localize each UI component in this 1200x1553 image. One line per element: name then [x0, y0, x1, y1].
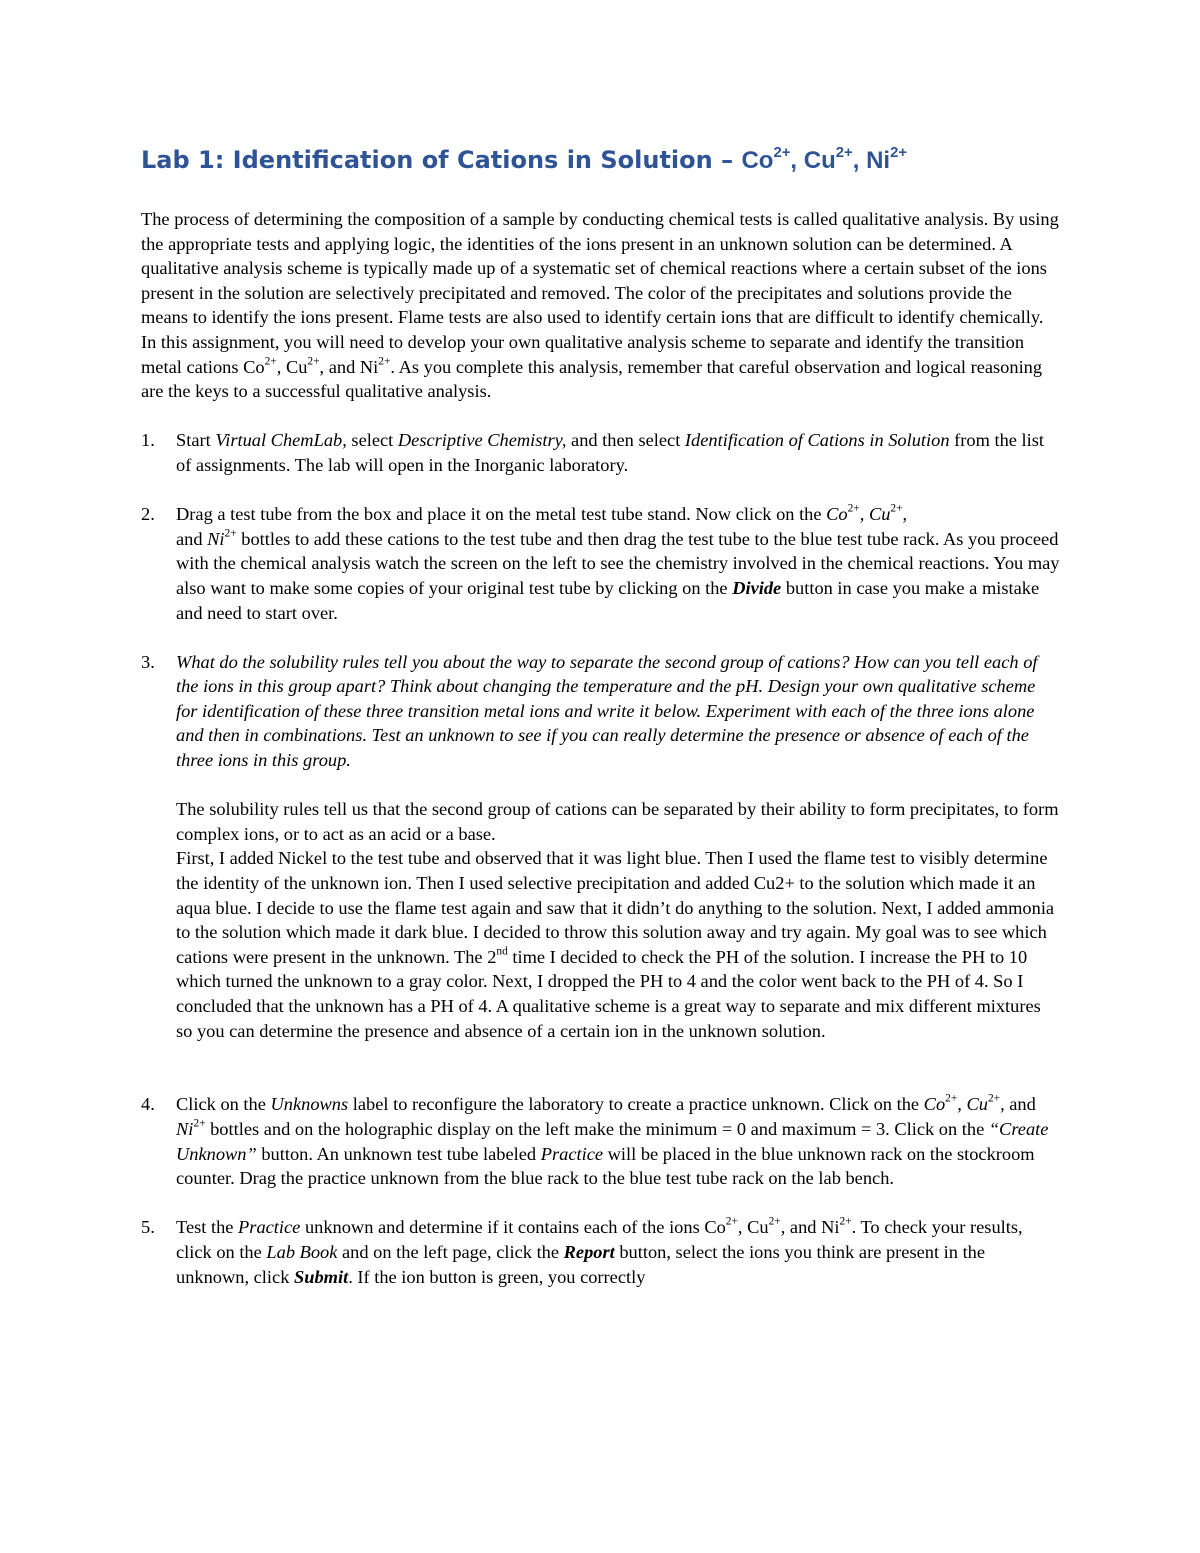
document-page: [141, 138, 1061, 1314]
question-text: What do the solubility rules tell you about the way to separate the second group of cations? How can you tell each of the ions in this group apart? Think about changing the temperature and the pH. Design your own qualitative scheme for identification of these three transition metal ions and write it below. Experiment with each of the three ions alone and then in combinations. Test an unknown to see if you can really determine the presence or absence of each of the three ions in this group.: [176, 651, 1038, 771]
item-number: 1.: [141, 430, 155, 451]
divide-label: Divide: [732, 577, 782, 598]
answer-text: First, I added Nickel to the test tube and observed that it was light blue. Then I used the flame test to visibly determine the identity of the unknown ion. Then I used selective precipitation and added Cu2+ to the solution which made it an aqua blue. I decide to use the flame test again and saw that it didn’t do anything to the solution. Next, I added ammonia to the solution which made it dark blue. I decided to throw this solution away and try again. My goal was to see which cations were present in the unknown. The 2nd time I decided to check the PH of the solution. I increase the PH to 10 which turned the unknown to a gray color. Next, I dropped the PH to 4 and the color went back to the PH of 4. So I concluded that the unknown has a PH of 4. A qualitative scheme is a great way to separate and mix different mixtures so you can determine the presence and absence of a certain ion in the unknown solution.: [176, 848, 1055, 1041]
list-item: 1. Start Virtual ChemLab, select Descriptive Chemistry, and then select Identification of Cations in Solution from the list of assignments. The lab will open in the Inorganic laboratory.: [141, 430, 1045, 475]
intro-paragraph: The process of determining the composition of a sample by conducting chemical tests is called qualitative analysis. By using the appropriate tests and applying logic, the identities of the ions present in an unknown solution can be determined. A qualitative analysis scheme is typically made up of a systematic set of chemical reactions where a certain subset of the ions present in the solution are selectively precipitated and removed. The color of the precipitates and solutions provide the means to identify the ions present. Flame tests are also used to identify certain ions that are difficult to identify chemically. In this assignment, you will need to develop your own qualitative analysis scheme to separate and identify the transition metal cations $Co^{2+}$, $Cu^{2+}$, and $Ni^{2+}$. As you complete this analysis, remember that careful observation and logical reasoning are the keys to a successful qualitative analysis.: [141, 209, 1059, 402]
item-number: 2.: [141, 504, 155, 525]
instruction-list: [141, 428, 1061, 1289]
title-ions: $Co^{2+}$, $Cu^{2+}$, $Ni^{2+}$: [741, 144, 908, 174]
answer-text: The solubility rules tell us that the second group of cations can be separated by their ability to form precipitates, to form complex ions, or to act as an acid or a base.: [176, 799, 1059, 844]
list-item: 5. Test the Practice unknown and determine if it contains each of the ions $Co^{2+}$, $Cu^{2+}$, and $Ni^{2+}$. To check your results, click on the Lab Book and on the left page, click the Report button, select the ions you think are present in the unknown, click Submit. If the ion button is green, you correctly: [141, 1215, 1023, 1287]
page-title: Lab 1: Identification of Cations in Solution – $Co^{2+}$, $Cu^{2+}$, $Ni^{2+}$: [141, 144, 908, 174]
list-item: 4. Click on the Unknowns label to reconfigure the laboratory to create a practice unknown. Click on the $Co^{2+}$, $Cu^{2+}$, and $Ni^{2+}$ bottles and on the holographic display on the left make the minimum = 0 and maximum = 3. Click on the “Create Unknown” button. An unknown test tube labeled Practice will be placed in the blue unknown rack on the stockroom counter. Drag the practice unknown from the blue rack to the blue test tube rack on the lab bench.: [141, 1092, 1049, 1189]
item-number: 3.: [141, 651, 155, 672]
list-item: 2. Drag a test tube from the box and place it on the metal test tube stand. Now click on the $Co^{2+}$, $Cu^{2+}$, and $Ni^{2+}$ bottles to add these cations to the test tube and then drag the test tube to the blue test tube rack. As you proceed with the chemical analysis watch the screen on the left to see the chemistry involved in the chemical reactions. You may also want to make some copies of your original test tube by clicking on the Divide button in case you make a mistake and need to start over.: [141, 502, 1060, 623]
item-number: 5.: [141, 1217, 155, 1238]
item-number: 4.: [141, 1094, 155, 1115]
list-item: [141, 650, 1061, 1068]
